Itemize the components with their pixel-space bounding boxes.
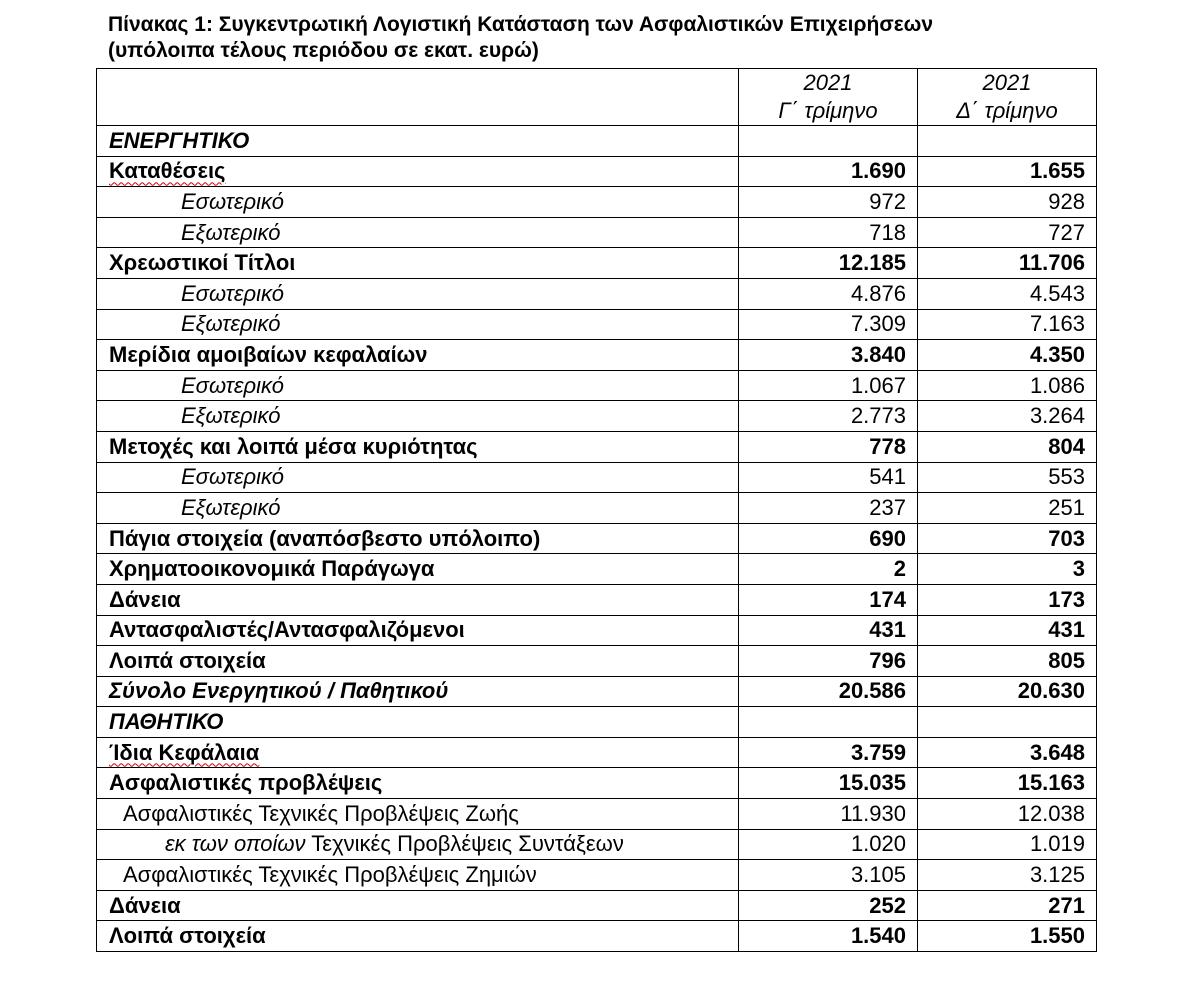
cell-q4: 3.648 [918,737,1097,768]
cell-q3: 796 [739,646,918,677]
header-label-cell [97,69,739,126]
row-label: Αντασφαλιστές/Αντασφαλιζόμενοι [97,615,739,646]
row-label-text: Καταθέσεις [109,158,226,184]
row-label [97,829,739,860]
cell-q3: 20.586 [739,676,918,707]
row-label-rest: Τεχνικές Προβλέψεις Συντάξεων [305,831,624,857]
table-row [97,401,1097,432]
section-heading-liabilities: ΠΑΘΗΤΙΚΟ [97,707,739,738]
cell-q3: 431 [739,615,918,646]
cell-q4: 7.163 [918,309,1097,340]
row-label: Εξωτερικό [97,401,739,432]
row-label-text: Ίδια Κεφάλαια [109,739,260,765]
row-label: Ασφαλιστικές προβλέψεις [97,768,739,799]
row-label: Εσωτερικό [97,278,739,309]
header-q4-period: Δ΄ τρίμηνο [956,98,1058,123]
table-row [97,187,1097,218]
cell-q4: 20.630 [918,676,1097,707]
table-subtitle: (υπόλοιπα τέλους περιόδου σε εκατ. ευρώ) [108,39,539,62]
cell-q3: 1.020 [739,829,918,860]
cell-q4: 251 [918,493,1097,524]
cell-q3 [739,126,918,157]
cell-q4: 3 [918,554,1097,585]
balance-sheet-table [96,68,1097,952]
header-q3-year: 2021 [803,70,853,95]
cell-q4: 1.655 [918,156,1097,187]
cell-q4: 804 [918,431,1097,462]
header-row [97,69,1097,126]
table-row [97,493,1097,524]
table-row [97,890,1097,921]
cell-q4 [918,707,1097,738]
row-label: Εξωτερικό [97,217,739,248]
cell-q3: 1.690 [739,156,918,187]
table-row [97,340,1097,371]
cell-q3: 3.840 [739,340,918,371]
table-title: Πίνακας 1: Συγκεντρωτική Λογιστική Κατάσταση των Ασφαλιστικών Επιχειρήσεων [108,13,934,36]
cell-q4 [918,126,1097,157]
header-q4-year: 2021 [982,70,1032,95]
cell-q3: 690 [739,523,918,554]
total-row-label: Σύνολο Ενεργητικού / Παθητικού [97,676,739,707]
row-label: Δάνεια [97,890,739,921]
cell-q3: 3.105 [739,860,918,891]
row-label: Ασφαλιστικές Τεχνικές Προβλέψεις Ζημιών [97,860,739,891]
row-label [97,737,739,768]
table-row [97,278,1097,309]
cell-q3: 778 [739,431,918,462]
cell-q3: 2.773 [739,401,918,432]
row-label: Δάνεια [97,584,739,615]
row-label: Μερίδια αμοιβαίων κεφαλαίων [97,340,739,371]
section-heading-assets: ΕΝΕΡΓΗΤΙΚΟ [97,126,739,157]
table-row [97,646,1097,677]
table-row [97,799,1097,830]
table-row [97,126,1097,157]
cell-q3: 237 [739,493,918,524]
table-caption [108,12,1168,64]
row-label: Πάγια στοιχεία (αναπόσβεστο υπόλοιπο) [97,523,739,554]
table-row [97,217,1097,248]
cell-q4: 4.350 [918,340,1097,371]
cell-q4: 1.550 [918,921,1097,952]
table-row [97,615,1097,646]
cell-q3: 2 [739,554,918,585]
header-q3-cell [739,69,918,126]
cell-q3: 11.930 [739,799,918,830]
cell-q3: 15.035 [739,768,918,799]
row-label: Χρηματοοικονομικά Παράγωγα [97,554,739,585]
row-label: Εσωτερικό [97,462,739,493]
row-label [97,156,739,187]
row-label: Λοιπά στοιχεία [97,921,739,952]
row-label: Εξωτερικό [97,493,739,524]
cell-q4: 431 [918,615,1097,646]
table-row [97,860,1097,891]
table-row [97,584,1097,615]
cell-q3: 7.309 [739,309,918,340]
cell-q4: 3.125 [918,860,1097,891]
cell-q3 [739,707,918,738]
row-label: Χρεωστικοί Τίτλοι [97,248,739,279]
row-label: Ασφαλιστικές Τεχνικές Προβλέψεις Ζωής [97,799,739,830]
table-row [97,768,1097,799]
cell-q4: 173 [918,584,1097,615]
cell-q3: 541 [739,462,918,493]
cell-q3: 174 [739,584,918,615]
table-row [97,523,1097,554]
row-label: Εσωτερικό [97,370,739,401]
row-label: Εσωτερικό [97,187,739,218]
cell-q3: 718 [739,217,918,248]
cell-q3: 1.540 [739,921,918,952]
cell-q4: 553 [918,462,1097,493]
cell-q4: 1.086 [918,370,1097,401]
cell-q3: 1.067 [739,370,918,401]
row-label: Λοιπά στοιχεία [97,646,739,677]
cell-q4: 11.706 [918,248,1097,279]
cell-q4: 1.019 [918,829,1097,860]
row-label: Μετοχές και λοιπά μέσα κυριότητας [97,431,739,462]
table-row [97,248,1097,279]
cell-q4: 727 [918,217,1097,248]
cell-q4: 12.038 [918,799,1097,830]
table-row [97,370,1097,401]
cell-q4: 805 [918,646,1097,677]
cell-q3: 3.759 [739,737,918,768]
table-row [97,554,1097,585]
row-label: Εξωτερικό [97,309,739,340]
table-row [97,309,1097,340]
table-row [97,707,1097,738]
header-q3-period: Γ΄ τρίμηνο [778,98,878,123]
table-row [97,921,1097,952]
cell-q4: 271 [918,890,1097,921]
cell-q4: 4.543 [918,278,1097,309]
cell-q4: 703 [918,523,1097,554]
row-label-italic-part: εκ των οποίων [165,831,306,857]
table-row [97,676,1097,707]
cell-q3: 12.185 [739,248,918,279]
cell-q3: 252 [739,890,918,921]
table-row [97,462,1097,493]
table-row [97,737,1097,768]
cell-q3: 972 [739,187,918,218]
cell-q4: 3.264 [918,401,1097,432]
cell-q4: 15.163 [918,768,1097,799]
header-q4-cell [918,69,1097,126]
cell-q3: 4.876 [739,278,918,309]
table-row [97,829,1097,860]
table-row [97,156,1097,187]
cell-q4: 928 [918,187,1097,218]
table-row [97,431,1097,462]
